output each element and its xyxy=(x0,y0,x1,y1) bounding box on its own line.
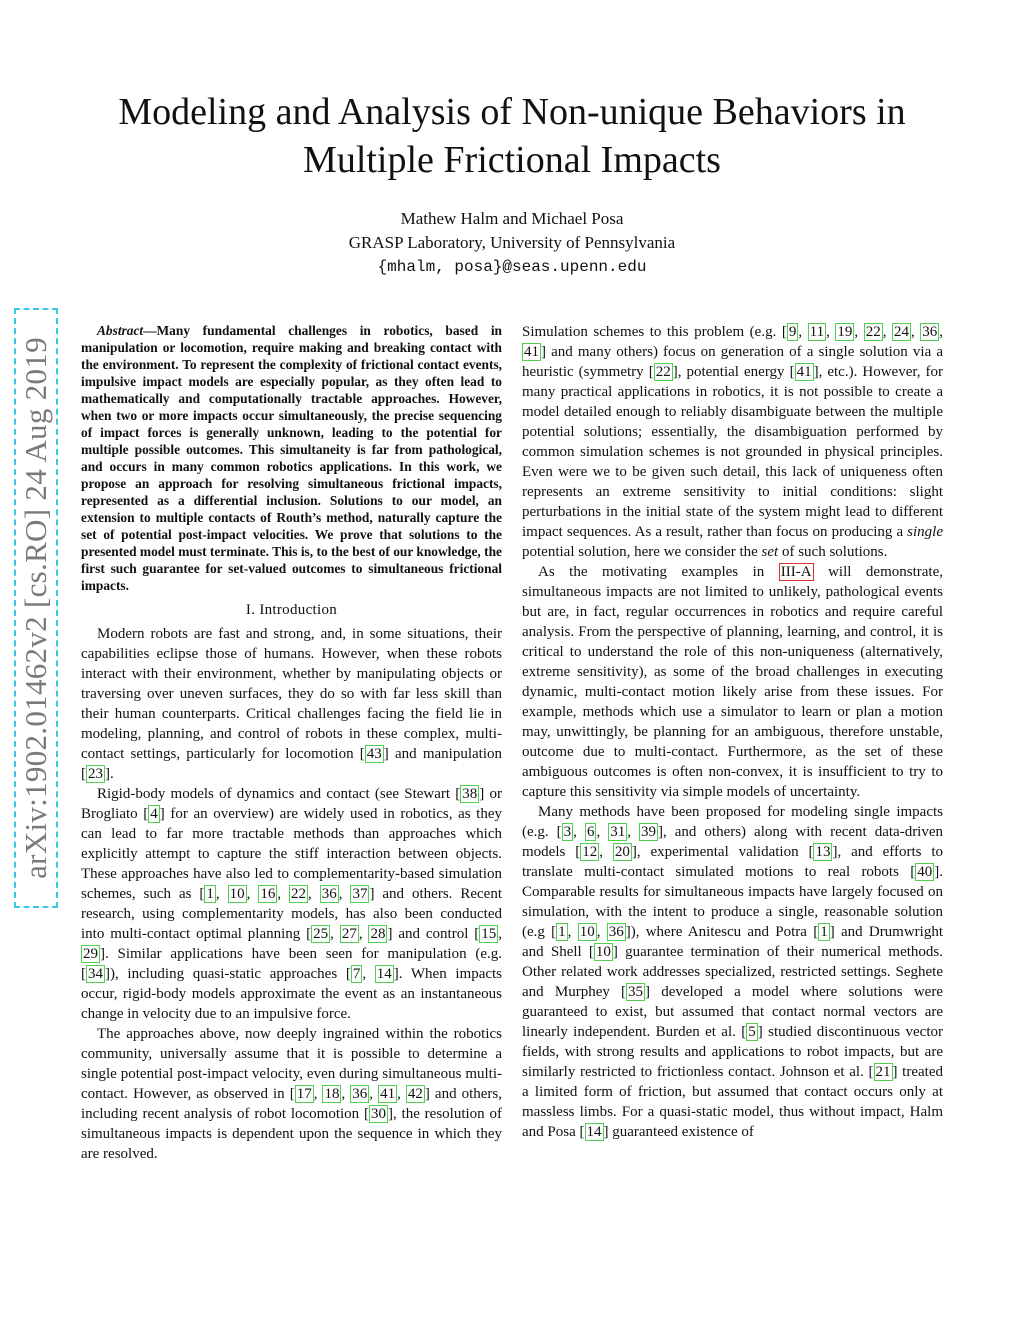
citation-link[interactable]: 36 xyxy=(608,924,624,940)
citation-link[interactable]: 14 xyxy=(586,1124,602,1140)
citation-group: 7 , 14 xyxy=(352,966,392,982)
citation-link[interactable]: 5 xyxy=(748,1024,756,1040)
citation-link[interactable]: 41 xyxy=(524,344,539,360)
citation-link[interactable]: 1 xyxy=(820,924,828,940)
citation-link[interactable]: 6 xyxy=(586,824,595,840)
citation-group: 12 , 20 xyxy=(582,844,630,860)
citation-link[interactable]: 17 xyxy=(296,1086,312,1102)
abstract-label: Abstract xyxy=(97,323,144,338)
arxiv-stamp-text: arXiv:1902.01462v2 [cs.RO] 24 Aug 2019 xyxy=(18,337,53,879)
abstract xyxy=(81,322,502,594)
citation-link[interactable]: 40 xyxy=(917,864,933,880)
right-column xyxy=(522,322,943,1142)
citation-link[interactable]: 42 xyxy=(407,1086,423,1102)
title-line-1: Modeling and Analysis of Non-unique Behaviors in xyxy=(118,91,906,133)
citation-link[interactable]: 19 xyxy=(837,324,853,340)
citation-link[interactable]: 28 xyxy=(370,926,386,942)
citation-link[interactable]: 34 xyxy=(88,966,103,982)
author-names: Mathew Halm and Michael Posa xyxy=(400,209,624,228)
citation-group: 9 , 11 , 19 , 22 , 24 , 36 , 41 xyxy=(524,324,944,360)
citation-link[interactable]: 9 xyxy=(788,324,797,340)
citation-link[interactable]: 20 xyxy=(614,844,630,860)
intro-paragraph-1: Modern robots are fast and strong, and, in some situations, their capabilities eclipse those of humans. However, when these robots interact with their environment, whether by manipulating objects or traversing over uneven surfaces, they do so with far less skill than their human counterparts. Critical challenges facing the field lie in modeling, planning, and control of robots in these complex, multi-contact settings, particularly for locomotion [ 43 ] and manipulation [ 23 ]. xyxy=(81,626,502,782)
right-paragraph-2: As the motivating examples in III-A will demonstrate, simultaneous impacts are not limited to unlikely, pathological events but are, in fact, regular occurrences in robotics and require careful analysis. From the perspective of planning, learning, and control, it is critical to understand the role of this non-uniqueness (alternatively, extreme sensitivity), as some of the broad challenges in executing dynamic, multi-contact motion likely arise from these issues. For example, methods which use a simulator to learn or plan a motion may, unwittingly, be planning for an ambiguous, therefore unstable, outcome due to multi-contact. Furthermore, as the set of these ambiguous outcomes is often non-convex, it is insufficient to try to capture this sensitivity via simple models of uncertainty. xyxy=(522,564,943,800)
citation-link[interactable]: 36 xyxy=(352,1086,368,1102)
citation-group: 3 , 6 , 31 , 39 xyxy=(563,824,656,840)
arxiv-stamp xyxy=(14,308,58,908)
citation-link[interactable]: 10 xyxy=(595,944,611,960)
citation-link[interactable]: 39 xyxy=(640,824,656,840)
citation-link[interactable]: 24 xyxy=(894,324,909,340)
citation-link[interactable]: 4 xyxy=(150,806,158,822)
citation-link[interactable]: 23 xyxy=(88,766,103,782)
citation-link[interactable]: 14 xyxy=(376,966,392,982)
citation-link[interactable]: 37 xyxy=(352,886,368,902)
right-paragraph-1: Simulation schemes to this problem (e.g. [ 9 , 11 , 19 , 22 , 24 , 36 , 41 ] and many others) focus on generation of a single solution via a heuristic (symmetry [ 22 ], potential energy [ 41 ], etc.). However, for many practical applications in robotics, it is not possible to create a model detailed enough to reliably disambiguate between the multiple potential solutions; essentially, the disambiguation performed by common simulation schemes is not grounded in physical principles. Even were we to be given such detail, this lack of uniqueness often represents an extreme sensitivity to initial conditions: slight perturbations in the initial state of the system might lead to different impact sequences. As a result, rather than focus on producing a single potential solution, here we consider the set of such solutions. xyxy=(522,324,944,560)
title-line-2: Multiple Frictional Impacts xyxy=(303,139,721,181)
citation-link[interactable]: 31 xyxy=(610,824,626,840)
abstract-text: —Many fundamental challenges in robotics, based in manipulation or locomotion, require making and breaking contact with the environment. To represent the complexity of frictional contact events, impulsive impact models are especially popular, as they often lead to mathematically and computationally tractable approaches. However, when two or more impacts occur simultaneously, the precise sequencing of impact forces is generally unknown, leading to the potential for multiple possible outcomes. This simultaneity is far from pathological, and occurs in many common robotics applications. In this work, we propose an approach for resolving simultaneous frictional impacts, represented as a differential inclusion. Solutions to our model, an extension to multiple contacts of Routh’s method, naturally capture the set of potential post-impact velocities. We prove that solutions to the presented model must terminate. This is, to the best of our knowledge, the first such guarantee for set-valued outcomes to simultaneous frictional impacts. xyxy=(81,323,502,593)
citation-link[interactable]: 27 xyxy=(341,926,357,942)
citation-link[interactable]: 30 xyxy=(370,1106,386,1122)
intro-paragraph-2: Rigid-body models of dynamics and contact (see Stewart [ 38 ] or Brogliato [ 4 ] for an overview) are widely used in robotics, as they can lead to far more tractable methods than approaches which explicitly attempt to capture the stiff interaction between objects. These approaches have also led to complementarity-based simulation schemes, such as [ 1 , 10 , 16 , 22 , 36 , 37 ] and others. Recent research, using complementarity models, has also been conducted into multi-contact optimal planning [ 25 , 27 , 28 ] and control [ 15 , 29 ]. Similar applications have been seen for manipulation (e.g. [ 34 ]), including quasi-static approaches [ 7 , 14 ]. When impacts occur, rigid-body models approximate the event as an instantaneous change in velocity due to an impulsive force. xyxy=(81,786,503,1022)
citation-link[interactable]: 3 xyxy=(563,824,572,840)
citation-link[interactable]: 29 xyxy=(83,946,98,962)
section-reference-link[interactable]: III-A xyxy=(780,564,812,580)
left-column xyxy=(81,322,502,1164)
citation-link[interactable]: 43 xyxy=(366,746,382,762)
citation-group: 1 , 10 , 16 , 22 , 36 , 37 xyxy=(206,886,368,902)
citation-link[interactable]: 22 xyxy=(291,886,307,902)
author-email: {mhalm, posa}@seas.upenn.edu xyxy=(377,258,647,276)
author-block xyxy=(60,207,964,279)
citation-link[interactable]: 21 xyxy=(875,1064,891,1080)
citation-link[interactable]: 1 xyxy=(206,886,214,902)
citation-link[interactable]: 10 xyxy=(579,924,595,940)
citation-link[interactable]: 35 xyxy=(628,984,644,1000)
citation-link[interactable]: 36 xyxy=(321,886,337,902)
citation-link[interactable]: 1 xyxy=(558,924,566,940)
citation-link[interactable]: 38 xyxy=(462,786,478,802)
citation-link[interactable]: 11 xyxy=(809,324,825,340)
citation-link[interactable]: 15 xyxy=(481,926,497,942)
section-introduction-heading: I. Introduction xyxy=(245,602,338,618)
citation-link[interactable]: 41 xyxy=(796,364,812,380)
citation-link[interactable]: 10 xyxy=(229,886,245,902)
citation-group: 25 , 27 , 28 xyxy=(313,926,386,942)
citation-link[interactable]: 36 xyxy=(922,324,938,340)
citation-link[interactable]: 7 xyxy=(352,966,361,982)
citation-link[interactable]: 25 xyxy=(313,926,329,942)
citation-group: 1 , 10 , 36 xyxy=(558,924,624,940)
citation-link[interactable]: 22 xyxy=(865,324,881,340)
citation-link[interactable]: 13 xyxy=(815,844,831,860)
citation-link[interactable]: 18 xyxy=(324,1086,340,1102)
citation-group: 17 , 18 , 36 , 41 , 42 xyxy=(296,1086,423,1102)
intro-paragraph-3: The approaches above, now deeply ingrained within the robotics community, universally assume that it is possible to determine a single potential post-impact velocity, even during simultaneous multi-contact. However, as observed in [ 17 , 18 , 36 , 41 , 42 ] and others, including recent analysis of robot locomotion [ 30 ], the resolution of simultaneous impacts is dependent upon the sequence in which they are resolved. xyxy=(81,1026,503,1162)
citation-link[interactable]: 41 xyxy=(380,1086,396,1102)
citation-link[interactable]: 12 xyxy=(582,844,598,860)
citation-group: 15 , 29 xyxy=(83,926,502,962)
citation-link[interactable]: 22 xyxy=(655,364,671,380)
citation-link[interactable]: 16 xyxy=(260,886,276,902)
paper-title xyxy=(60,88,964,184)
author-affiliation: GRASP Laboratory, University of Pennsylvania xyxy=(348,233,676,252)
right-paragraph-3: Many methods have been proposed for modeling single impacts (e.g. [ 3 , 6 , 31 , 39 ], and others) along with recent data-driven models [ 12 , 20 ], experimental validation [ 13 ], and efforts to translate multi-contact simulated motions to real robots [ 40 ]. Comparable results for simultaneous impacts have largely focused on simulation, with the intent to produce a single, reasonable solution (e.g [ 1 , 10 , 36 ]), where Anitescu and Potra [ 1 ] and Drumwright and Shell [ 10 ] guarantee termination of their numerical methods. Other related work addresses specialized, restricted settings. Seghete and Murphey [ 35 ] developed a model where solutions were guaranteed to exist, but assumed that contact normal vectors are linearly independent. Burden et al. [ 5 ] studied discontinuous vector fields, with strong results and applications to robot impacts, but are similarly restricted to frictionless contact. Johnson et al. [ 21 ] treated a limited form of friction, but assumed that contact occurs only at massless limbs. For a quasi-static model, thus without impact, Halm and Posa [ 14 ] guaranteed existence of xyxy=(522,804,944,1140)
